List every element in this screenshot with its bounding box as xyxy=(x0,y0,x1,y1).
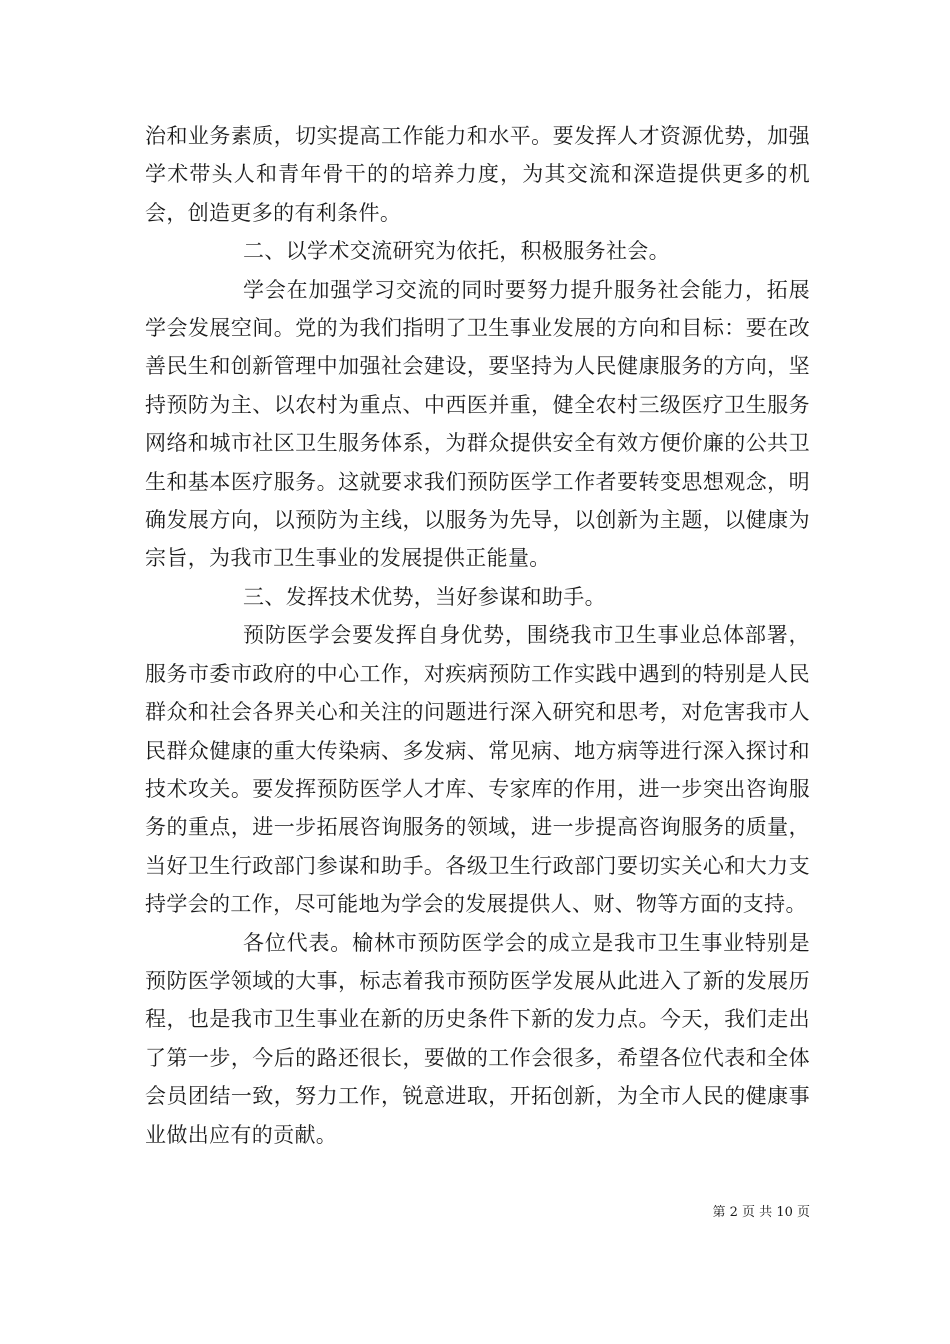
paragraph-1: 治和业务素质，切实提高工作能力和水平。要发挥人才资源优势，加强学术带头人和青年骨干的的培养力度，为其交流和深造提供更多的机会，创造更多的有利条件。 xyxy=(145,124,810,225)
paragraph-3: 学会在加强学习交流的同时要努力提升服务社会能力，拓展学会发展空间。党的为我们指明了卫生事业发展的方向和目标：要在改善民生和创新管理中加强社会建设，要坚持为人民健康服务的方向，坚持预防为主、以农村为重点、中西医并重，健全农村三级医疗卫生服务网络和城市社区卫生服务体系，为群众提供安全有效方便价廉的公共卫生和基本医疗服务。这就要求我们预防医学工作者要转变思想观念，明确发展方向，以预防为主线，以服务为先导，以创新为主题，以健康为宗旨，为我市卫生事业的发展提供正能量。 xyxy=(145,277,810,571)
paragraph-5: 预防医学会要发挥自身优势，围绕我市卫生事业总体部署，服务市委市政府的中心工作，对疾病预防工作实践中遇到的特别是人民群众和社会各界关心和关注的问题进行深入研究和思考，对危害我市人民群众健康的重大传染病、多发病、常见病、地方病等进行深入探讨和技术攻关。要发挥预防医学人才库、专家库的作用，进一步突出咨询服务的重点，进一步拓展咨询服务的领域，进一步提高咨询服务的质量，当好卫生行政部门参谋和助手。各级卫生行政部门要切实关心和大力支持学会的工作，尽可能地为学会的发展提供人、财、物等方面的支持。 xyxy=(145,623,810,917)
page-number: 第 2 页 共 10 页 xyxy=(712,1205,810,1220)
section-heading-2: 二、以学术交流研究为依托，积极服务社会。 xyxy=(243,239,670,264)
paragraph-6: 各位代表。榆林市预防医学会的成立是我市卫生事业特别是预防医学领域的大事，标志着我市预防医学发展从此进入了新的发展历程，也是我市卫生事业在新的历史条件下新的发力点。今天，我们走出了第一步，今后的路还很长，要做的工作会很多，希望各位代表和全体会员团结一致，努力工作，锐意进取，开拓创新，为全市人民的健康事业做出应有的贡献。 xyxy=(145,930,810,1147)
document-body xyxy=(145,117,810,1154)
section-heading-3: 三、发挥技术优势，当好参谋和助手。 xyxy=(243,584,606,609)
